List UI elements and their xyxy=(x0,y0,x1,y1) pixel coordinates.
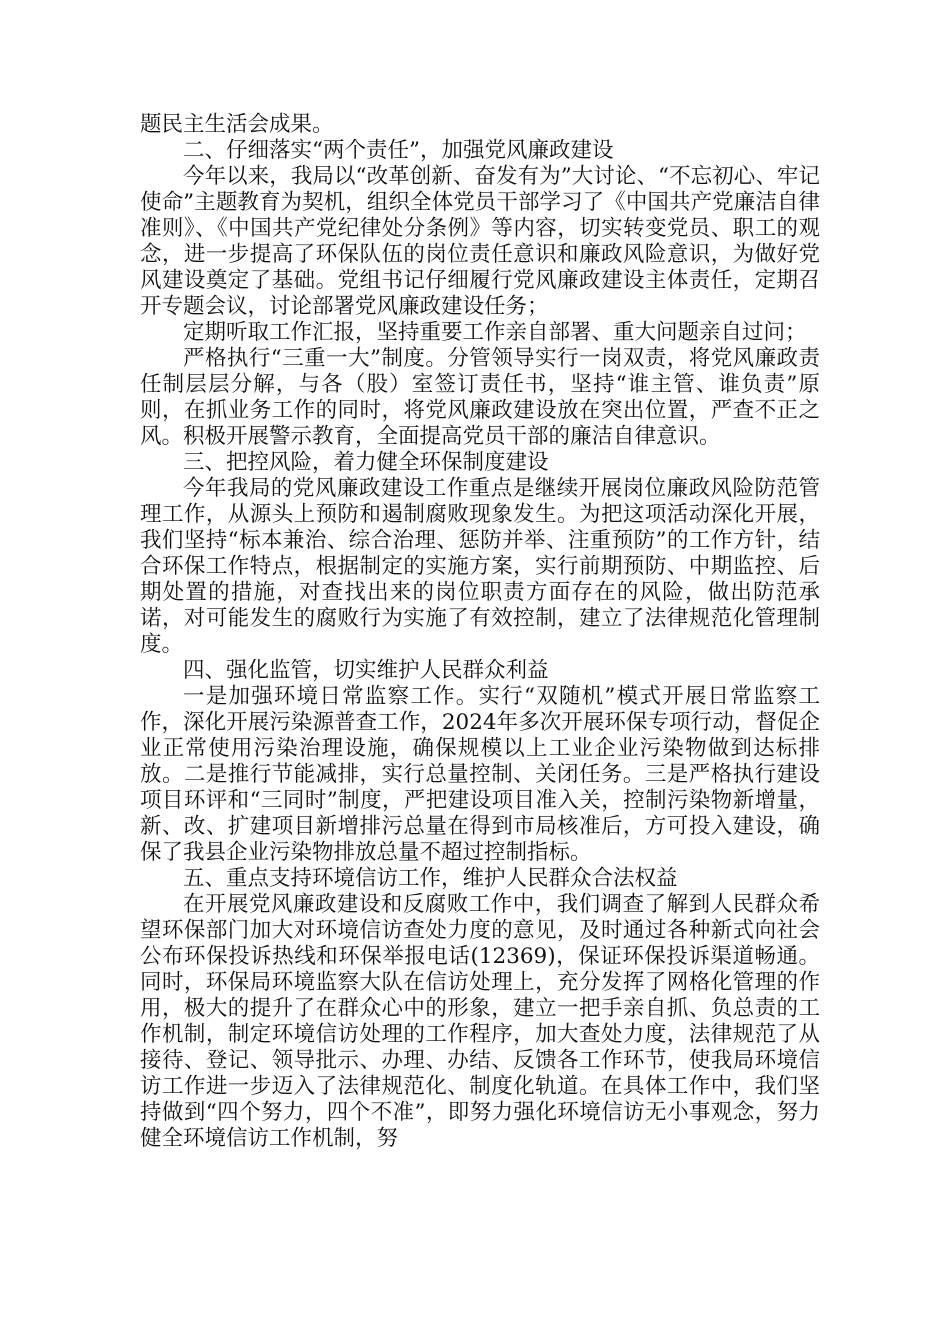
paragraph-continuation: 题民主生活会成果。 xyxy=(140,112,334,137)
paragraph: 一是加强环境日常监察工作。实行“双随机”模式开展日常监察工作，深化开展污染源普查工作，2024年多次开展环保专项行动，督促企业正常使用污染治理设施，确保规模以上工业企业污染物做到达标排放。二是推行节能减排，实行总量控制、关闭任务。三是严格执行建设项目环评和“三同时”制度，严把建设项目准入关，控制污染物新增量，新、改、扩建项目新增排污总量在得到市局核准后，方可投入建设，确保了我县企业污染物排放总量不超过控制指标。 xyxy=(140,684,820,865)
paragraph: 定期听取工作汇报，坚持重要工作亲自部署、重大问题亲自过问； xyxy=(183,320,807,345)
paragraph: 在开展党风廉政建设和反腐败工作中，我们调查了解到人民群众希望环保部门加大对环境信访查处力度的意见，及时通过各种新式向社会公布环保投诉热线和环保举报电话(12369)，保证环保投诉渠道畅通。同时，环保局环境监察大队在信访处理上，充分发挥了网格化管理的作用，极大的提升了在群众心中的形象，建立一把手亲自抓、负总责的工作机制，制定环境信访处理的工作程序，加大查处力度，法律规范了从接待、登记、领导批示、办理、办结、反馈各工作环节，使我局环境信访工作进一步迈入了法律规范化、制度化轨道。在具体工作中，我们坚持做到“四个努力，四个不准”，即努力强化环境信访无小事观念，努力健全环境信访工作机制，努 xyxy=(140,892,820,1151)
paragraph: 今年以来，我局以“改革创新、奋发有为”大讨论、“不忘初心、牢记使命”主题教育为契机，组织全体党员干部学习了《中国共产党廉洁自律准则》、《中国共产党纪律处分条例》等内容，切实转变党员、职工的观念，进一步提高了环保队伍的岗位责任意识和廉政风险意识，为做好党风建设奠定了基础。党组书记仔细履行党风廉政建设主体责任，定期召开专题会议，讨论部署党风廉政建设任务； xyxy=(140,164,820,319)
document-body xyxy=(140,112,820,1152)
section-heading-4: 四、强化监管，切实维护人民群众利益 xyxy=(183,658,549,683)
section-heading-3: 三、把控风险，着力健全环保制度建设 xyxy=(183,450,549,475)
section-heading-2: 二、仔细落实“两个责任”，加强党风廉政建设 xyxy=(183,138,614,163)
section-heading-5: 五、重点支持环境信访工作，维护人民群众合法权益 xyxy=(183,866,678,891)
paragraph: 今年我局的党风廉政建设工作重点是继续开展岗位廉政风险防范管理工作，从源头上预防和遏制腐败现象发生。为把这项活动深化开展，我们坚持“标本兼治、综合治理、惩防并举、注重预防”的工作方针，结合环保工作特点，根据制定的实施方案，实行前期预防、中期监控、后期处置的措施，对查找出来的岗位职责方面存在的风险，做出防范承诺，对可能发生的腐败行为实施了有效控制，建立了法律规范化管理制度。 xyxy=(140,476,820,657)
paragraph: 严格执行“三重一大”制度。分管领导实行一岗双责，将党风廉政责任制层层分解，与各（股）室签订责任书，坚持“谁主管、谁负责”原则，在抓业务工作的同时，将党风廉政建设放在突出位置，严查不正之风。积极开展警示教育，全面提高党员干部的廉洁自律意识。 xyxy=(140,346,820,449)
